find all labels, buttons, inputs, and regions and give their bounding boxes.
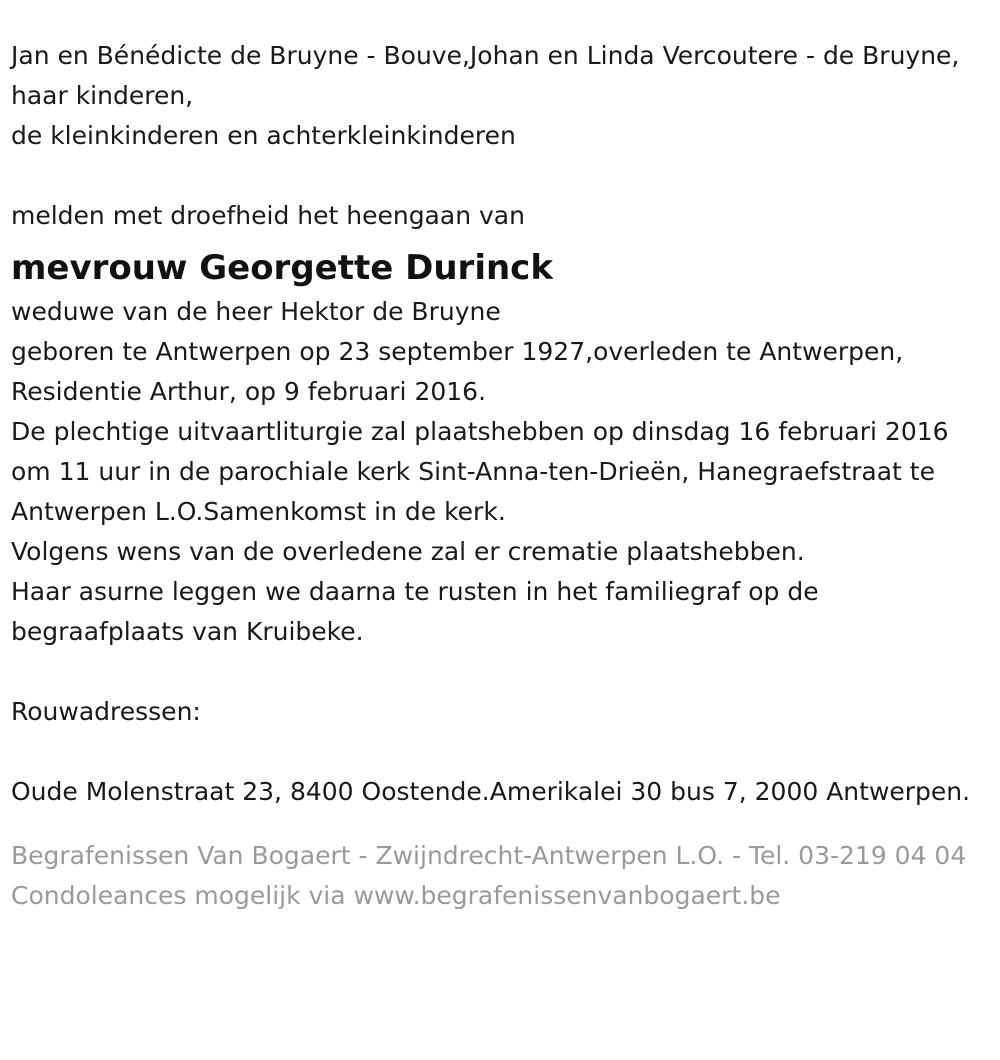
spacer	[11, 156, 990, 196]
addresses-heading: Rouwadressen:	[11, 697, 201, 726]
announcement-text: melden met droefheid het heengaan van	[11, 201, 525, 230]
family-names: Jan en Bénédicte de Bruyne - Bouve,Johan en Linda Vercoutere - de Bruyne,	[11, 41, 960, 70]
birth-death-text: geboren te Antwerpen op 23 september 1927,overleden te Antwerpen, Residentie Arthur, op 9 februari 2016.	[11, 337, 912, 406]
spacer	[11, 652, 990, 692]
details-section	[11, 332, 990, 652]
grandchildren-line: de kleinkinderen en achterkleinkinderen	[11, 121, 516, 150]
funeral-text: De plechtige uitvaartliturgie zal plaatshebben op dinsdag 16 februari 2016 om 11 uur in de parochiale kerk Sint-Anna-ten-Drieën, Hanegraefstraat te Antwerpen L.O.Samenkomst in de kerk.	[11, 417, 957, 526]
deceased-name: mevrouw Georgette Durinck	[11, 248, 553, 288]
intro-section	[11, 36, 990, 156]
funeral-home-footer: Begrafenissen Van Bogaert - Zwijndrecht-Antwerpen L.O. - Tel. 03-219 04 04 Condoleances mogelijk via www.begrafenissenvanbogaert.be	[11, 841, 975, 910]
addresses-list: Oude Molenstraat 23, 8400 Oostende.Amerikalei 30 bus 7, 2000 Antwerpen.	[11, 777, 971, 806]
ashes-text: Haar asurne leggen we daarna te rusten in het familiegraf op de begraafplaats van Kruibeke.	[11, 577, 827, 646]
spacer	[11, 732, 990, 772]
children-line: haar kinderen,	[11, 81, 194, 110]
widow-of-line: weduwe van de heer Hektor de Bruyne	[11, 297, 501, 326]
cremation-text: Volgens wens van de overledene zal er crematie plaatshebben.	[11, 537, 805, 566]
